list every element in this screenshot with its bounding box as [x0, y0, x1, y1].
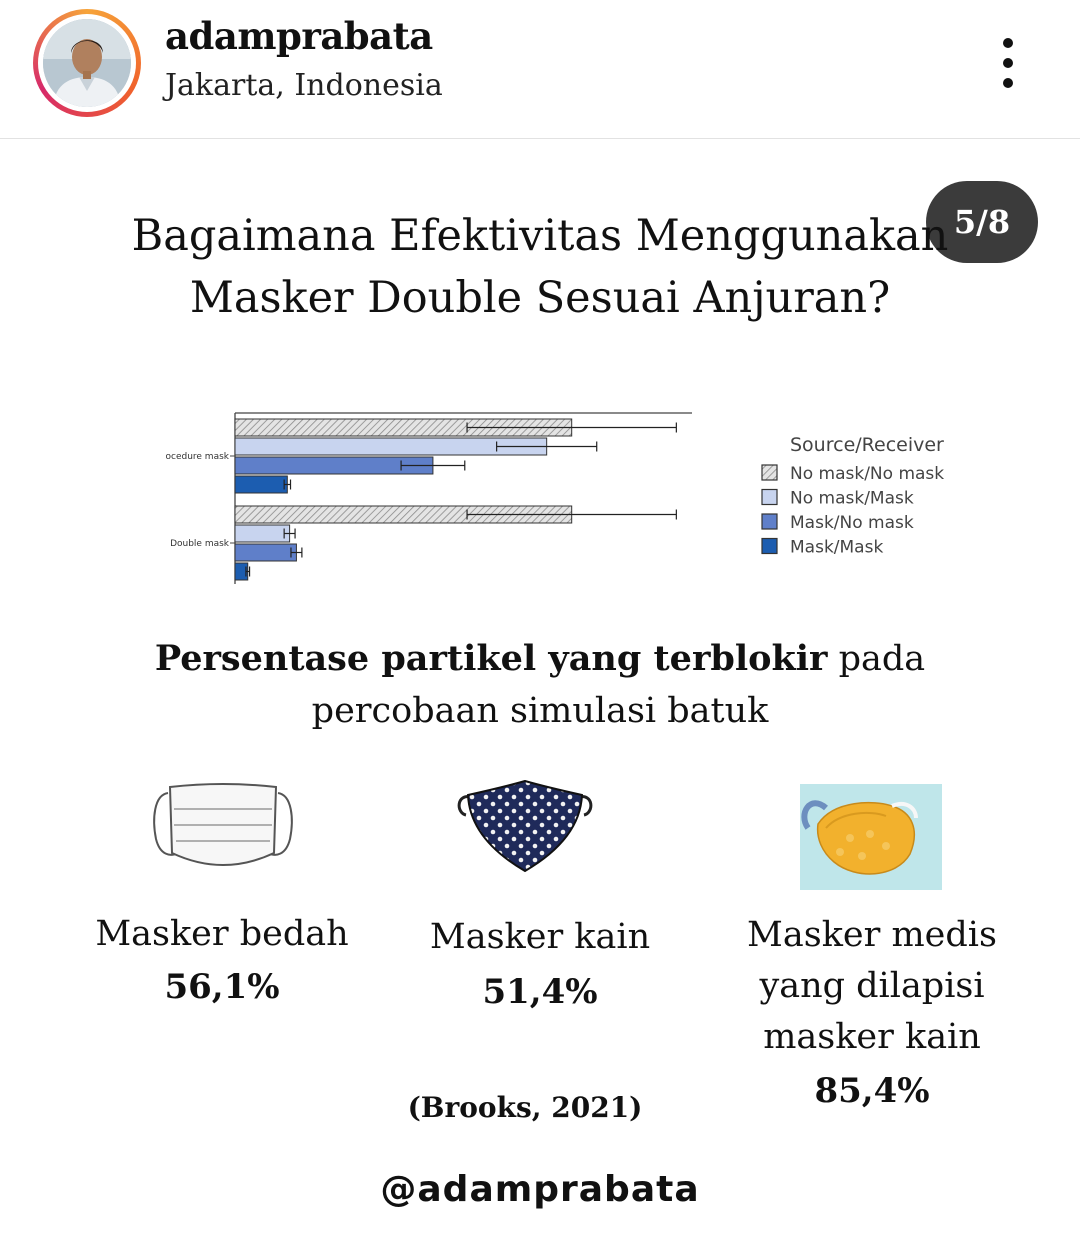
bar-chart — [160, 399, 960, 609]
mask-value-cloth: 51,4% — [482, 972, 598, 1012]
cloth-mask-icon — [454, 779, 596, 875]
avatar-photo — [43, 19, 131, 107]
legend-entry: No mask/No mask — [790, 464, 945, 484]
post-title — [60, 205, 1020, 329]
caption-line-2: percobaan simulasi batuk — [311, 691, 769, 731]
legend-swatch — [762, 465, 777, 480]
username[interactable]: adamprabata — [165, 14, 433, 58]
watermark-handle: @adamprabata — [380, 1169, 700, 1210]
chart-legend — [762, 434, 944, 558]
chart-bar — [235, 525, 290, 542]
legend-swatch — [762, 539, 777, 554]
layered-mask-icon — [800, 784, 942, 890]
post-header — [0, 0, 1080, 139]
story-ring[interactable] — [33, 9, 141, 117]
legend-swatch — [762, 490, 777, 505]
legend-entry: Mask/Mask — [790, 537, 884, 558]
chart-category-label: Double mask — [170, 539, 229, 549]
legend-swatch — [762, 514, 777, 529]
chart-bars — [235, 419, 676, 580]
chart-category-label: ocedure mask — [165, 452, 229, 462]
citation: (Brooks, 2021) — [407, 1091, 643, 1124]
legend-entry: Mask/No mask — [790, 513, 914, 533]
chart-bar — [235, 544, 296, 561]
title-line-2: Masker Double Sesuai Anjuran? — [189, 273, 891, 323]
chart-caption — [80, 633, 1000, 737]
mask-value-layered: 85,4% — [814, 1071, 930, 1111]
title-line-1: Bagaimana Efektivitas Menggunakan — [131, 211, 949, 261]
legend-entry: No mask/Mask — [790, 488, 914, 509]
mask-label-cloth: Masker kain — [429, 917, 651, 957]
caption-bold: Persentase partikel yang terblokir — [154, 638, 828, 679]
legend-title: Source/Receiver — [790, 434, 944, 456]
mask-label-layered: Masker medis yang dilapisi masker kain — [747, 915, 997, 1057]
surgical-mask-icon — [150, 779, 296, 877]
mask-value-surgical: 56,1% — [164, 967, 280, 1007]
more-options-icon[interactable] — [992, 36, 1024, 90]
avatar[interactable] — [43, 19, 131, 107]
chart-bar — [235, 476, 287, 493]
location-tag[interactable]: Jakarta, Indonesia — [165, 68, 443, 103]
mask-label-surgical: Masker bedah — [95, 914, 349, 954]
post-image[interactable] — [0, 139, 1080, 1245]
caption-rest: pada — [827, 639, 926, 679]
carousel-counter: 5/8 — [926, 181, 1038, 263]
